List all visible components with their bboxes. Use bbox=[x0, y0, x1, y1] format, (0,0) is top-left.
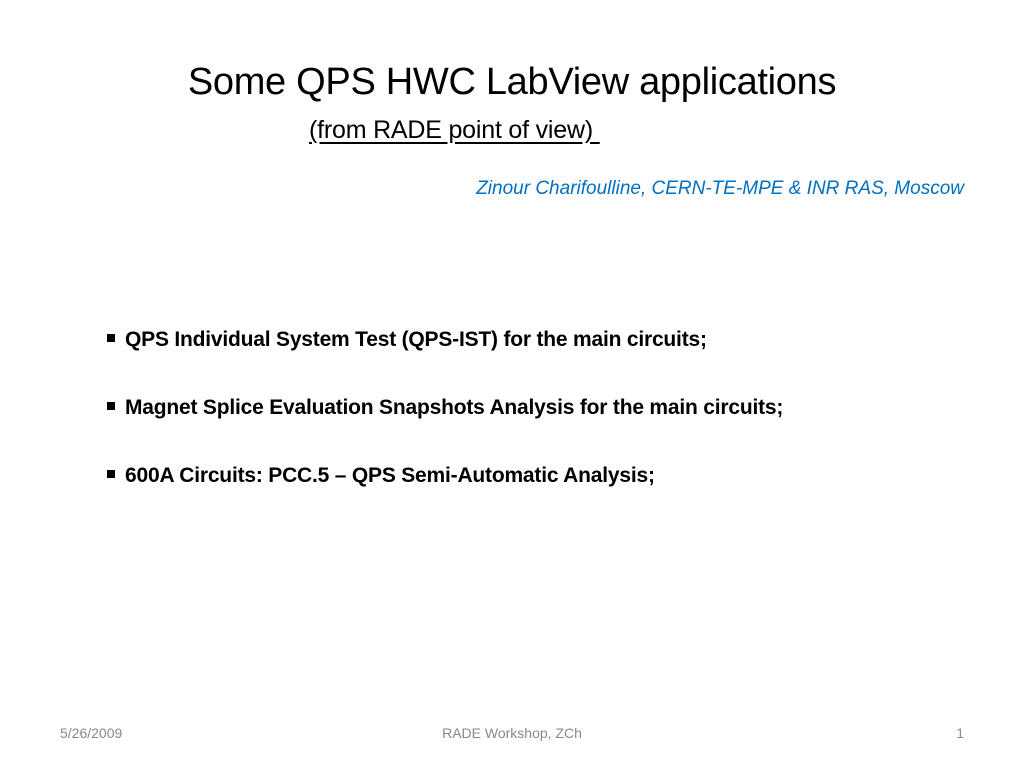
slide-title: Some QPS HWC LabView applications bbox=[187, 61, 837, 103]
bullet-text: 600A Circuits: PCC.5 – QPS Semi-Automatic Analysis; bbox=[125, 464, 655, 487]
square-bullet-icon bbox=[107, 402, 115, 410]
square-bullet-icon bbox=[107, 470, 115, 478]
bullet-item bbox=[107, 325, 783, 355]
bullet-text: QPS Individual System Test (QPS-IST) for the main circuits; bbox=[125, 328, 707, 351]
bullet-text: Magnet Splice Evaluation Snapshots Analysis for the main circuits; bbox=[125, 396, 784, 419]
bullet-list bbox=[107, 325, 783, 529]
footer-center-text: RADE Workshop, ZCh bbox=[442, 725, 582, 741]
footer-date: 5/26/2009 bbox=[60, 725, 123, 741]
square-bullet-icon bbox=[107, 334, 115, 342]
bullet-item bbox=[107, 393, 783, 423]
slide-subtitle: (from RADE point of view) bbox=[309, 116, 600, 144]
footer-page-number: 1 bbox=[956, 725, 964, 741]
bullet-item bbox=[107, 461, 783, 491]
author-line: Zinour Charifoulline, CERN-TE-MPE & INR RAS, Moscow bbox=[476, 178, 964, 199]
